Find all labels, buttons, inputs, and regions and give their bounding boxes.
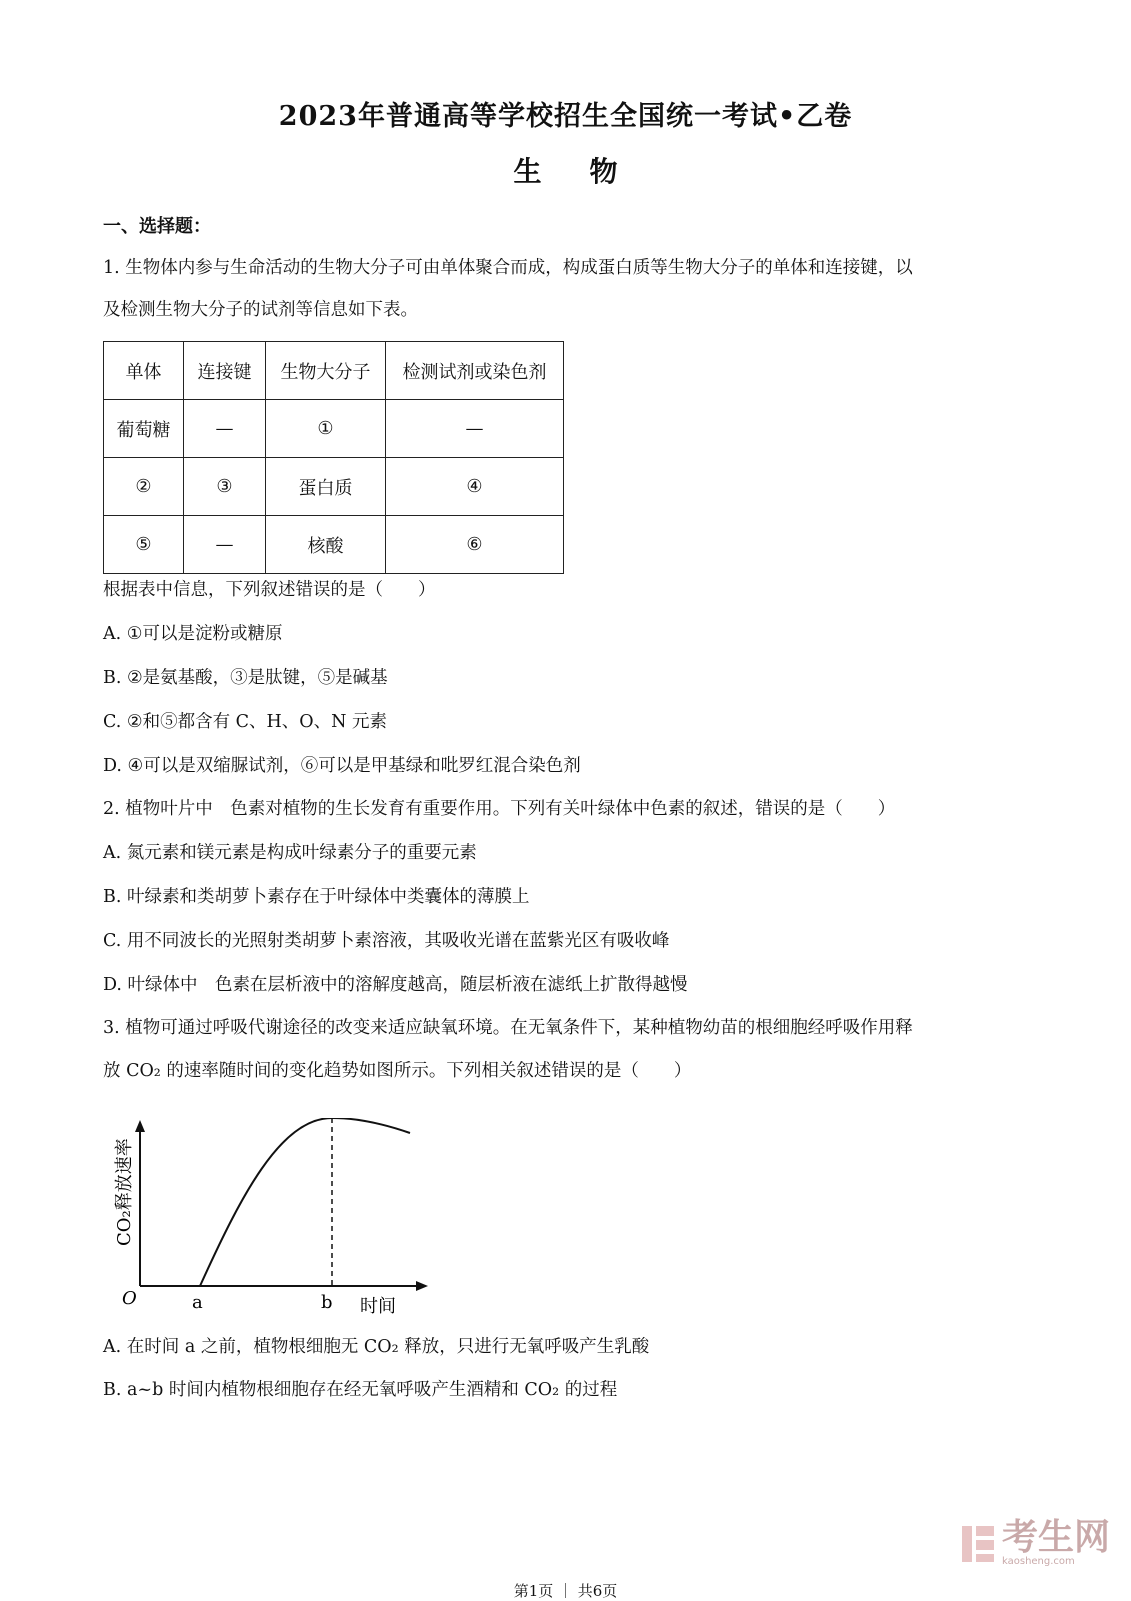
table-header-row	[104, 342, 564, 400]
y-axis-label: CO₂释放速率	[114, 1138, 135, 1246]
table-cell: 蛋白质	[266, 458, 386, 516]
table-row	[104, 400, 564, 458]
watermark-logo-icon	[960, 1522, 996, 1566]
page-footer: 第1页 ｜ 共6页	[513, 1582, 618, 1600]
q1-option-a: A. ①可以是淀粉或糖原	[103, 624, 283, 644]
table-row	[104, 516, 564, 574]
subject-title	[0, 150, 1131, 190]
q2-option-c: C. 用不同波长的光照射类胡萝卜素溶液，其吸收光谱在蓝紫光区有吸收峰	[103, 931, 670, 951]
table-cell: ②	[104, 458, 184, 516]
q3-option-b: B. a~b 时间内植物根细胞存在经无氧呼吸产生酒精和 CO₂ 的过程	[103, 1380, 618, 1400]
x-axis-arrow	[416, 1281, 428, 1291]
q1-line1: 1. 生物体内参与生命活动的生物大分子可由单体聚合而成，构成蛋白质等生物大分子的单体和连接键，以	[103, 258, 913, 278]
table-cell: —	[184, 400, 266, 458]
q3-option-a: A. 在时间 a 之前，植物根细胞无 CO₂ 释放，只进行无氧呼吸产生乳酸	[103, 1337, 650, 1357]
table-header-cell: 生物大分子	[266, 342, 386, 400]
tick-b-label: b	[321, 1292, 333, 1313]
tick-a-label: a	[192, 1292, 203, 1313]
q1-option-b: B. ②是氨基酸，③是肽键，⑤是碱基	[103, 668, 388, 688]
table-header-cell: 连接键	[184, 342, 266, 400]
exam-title: 2023年普通高等学校招生全国统一考试•乙卷	[278, 101, 853, 132]
q1-option-d: D. ④可以是双缩脲试剂，⑥可以是甲基绿和吡罗红混合染色剂	[103, 756, 581, 776]
table-cell: ③	[184, 458, 266, 516]
watermark-url: kaosheng.com	[1002, 1556, 1075, 1567]
q2-option-b: B. 叶绿素和类胡萝卜素存在于叶绿体中类囊体的薄膜上	[103, 887, 530, 907]
q3-line1: 3. 植物可通过呼吸代谢途径的改变来适应缺氧环境。在无氧条件下，某种植物幼苗的根细胞经呼吸作用释	[103, 1018, 913, 1038]
table-row	[104, 458, 564, 516]
y-axis-arrow	[135, 1120, 145, 1132]
table-cell: 葡萄糖	[104, 400, 184, 458]
q1-stem: 根据表中信息，下列叙述错误的是（ ）	[103, 580, 436, 600]
table-header-cell: 检测试剂或染色剂	[386, 342, 564, 400]
table-cell: 核酸	[266, 516, 386, 574]
table-cell: —	[386, 400, 564, 458]
q2-option-d: D. 叶绿体中 色素在层析液中的溶解度越高，随层析液在滤纸上扩散得越慢	[103, 975, 688, 995]
table-cell: ①	[266, 400, 386, 458]
site-watermark	[960, 1517, 1111, 1567]
table-cell: ④	[386, 458, 564, 516]
q2-stem: 2. 植物叶片中 色素对植物的生长发育有重要作用。下列有关叶绿体中色素的叙述，错误的是（ ）	[103, 799, 896, 819]
q1-line2: 及检测生物大分子的试剂等信息如下表。	[103, 300, 418, 320]
origin-label: O	[122, 1288, 137, 1309]
table-cell: —	[184, 516, 266, 574]
x-axis-label: 时间	[360, 1296, 396, 1317]
q2-option-a: A. 氮元素和镁元素是构成叶绿素分子的重要元素	[103, 843, 477, 863]
rate-curve	[200, 1118, 410, 1286]
subject-char-1: 生	[513, 155, 542, 188]
watermark-text: 考生网	[1002, 1517, 1111, 1558]
q3-line2: 放 CO₂ 的速率随时间的变化趋势如图所示。下列相关叙述错误的是（ ）	[103, 1061, 692, 1081]
table-cell: ⑤	[104, 516, 184, 574]
co2-rate-graph	[110, 1118, 440, 1318]
subject-char-2: 物	[589, 155, 618, 188]
table-header-cell: 单体	[104, 342, 184, 400]
molecule-table	[103, 341, 564, 574]
section-heading: 一、选择题：	[103, 216, 211, 237]
q1-option-c: C. ②和⑤都含有 C、H、O、N 元素	[103, 712, 388, 732]
table-cell: ⑥	[386, 516, 564, 574]
